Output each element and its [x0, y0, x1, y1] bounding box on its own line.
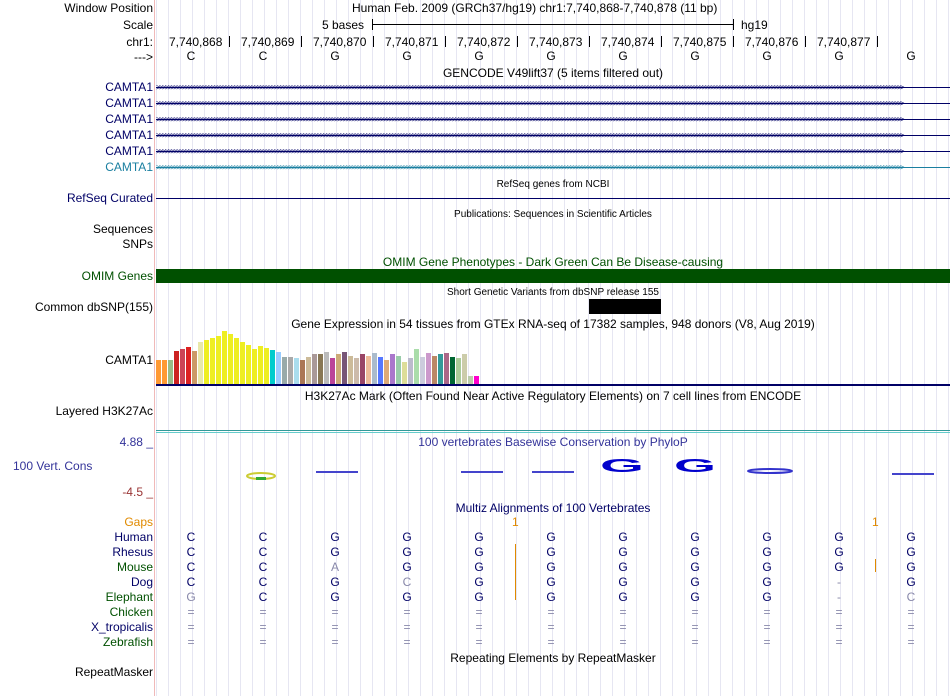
- alignment-base: G: [186, 590, 196, 604]
- ruler-tick: [877, 36, 878, 47]
- alignment-base: =: [331, 620, 339, 634]
- assembly-position-text: Human Feb. 2009 (GRCh37/hg19) chr1:7,740,868-7,740,878 (11 bp): [352, 1, 718, 15]
- h3k27ac-signal-line: [156, 430, 950, 431]
- gtex-tissue-bar[interactable]: [210, 338, 215, 384]
- gtex-tissue-bar[interactable]: [330, 358, 335, 384]
- dbsnp-variant-block[interactable]: [589, 299, 661, 314]
- alignment-base: G: [618, 545, 628, 559]
- gtex-tissue-bar[interactable]: [174, 351, 179, 384]
- alignment-base: G: [618, 575, 628, 589]
- alignment-base: =: [763, 605, 771, 619]
- ruler-tick: [661, 36, 662, 47]
- sequences-label[interactable]: Sequences: [92, 222, 153, 236]
- alignment-base: =: [763, 635, 771, 649]
- gencode-gene-label[interactable]: CAMTA1: [105, 128, 153, 142]
- ruler-tick: [229, 36, 230, 47]
- ruler-tick: [805, 36, 806, 47]
- alignment-base: G: [906, 575, 916, 589]
- gtex-tissue-bar[interactable]: [300, 360, 305, 384]
- conservation-glyph-g7: G: [600, 456, 644, 476]
- alignment-base: G: [690, 590, 700, 604]
- gtex-tissue-bar[interactable]: [450, 357, 455, 384]
- gtex-track-baseline: [156, 384, 950, 386]
- ruler-position: 7,740,876: [745, 35, 799, 49]
- gtex-tissue-bar[interactable]: [444, 353, 449, 384]
- conservation-label[interactable]: 100 Vert. Cons: [13, 459, 93, 473]
- gtex-tissue-bar[interactable]: [252, 349, 257, 384]
- gtex-tissue-bar[interactable]: [294, 358, 299, 384]
- gencode-gene-feature[interactable]: [156, 115, 950, 124]
- gencode-gene-feature[interactable]: [156, 99, 950, 108]
- refseq-track-title[interactable]: RefSeq genes from NCBI: [496, 179, 610, 190]
- alignment-base: G: [474, 590, 484, 604]
- species-label[interactable]: Rhesus: [112, 545, 153, 559]
- gtex-tissue-bar[interactable]: [336, 354, 341, 384]
- gtex-tissue-bar[interactable]: [384, 360, 389, 384]
- insertion-marker-1: [515, 544, 516, 600]
- alignment-base: G: [618, 590, 628, 604]
- insertion-marker-2: [875, 559, 876, 572]
- gtex-tissue-bar[interactable]: [354, 358, 359, 384]
- gencode-gene-label[interactable]: CAMTA1: [105, 112, 153, 126]
- gtex-tissue-bar[interactable]: [390, 354, 395, 384]
- gtex-tissue-bar[interactable]: [408, 358, 413, 384]
- gtex-tissue-bar[interactable]: [468, 376, 473, 384]
- gtex-tissue-bar[interactable]: [258, 346, 263, 384]
- scale-bar: [372, 18, 734, 32]
- gtex-tissue-bar[interactable]: [270, 350, 275, 384]
- ruler-tick: [589, 36, 590, 47]
- refseq-label[interactable]: RefSeq Curated: [66, 191, 153, 205]
- gtex-tissue-bar[interactable]: [204, 340, 209, 384]
- alignment-base: G: [834, 545, 844, 559]
- alignment-base: G: [762, 545, 772, 559]
- gtex-tissue-bar[interactable]: [246, 345, 251, 384]
- alignment-base: G: [474, 545, 484, 559]
- alignment-base: C: [186, 560, 196, 574]
- ruler-position: 7,740,875: [673, 35, 727, 49]
- sequence-base: G: [546, 49, 556, 63]
- alignment-base: =: [619, 620, 627, 634]
- alignment-base: -: [837, 575, 841, 589]
- chr-label: chr1:: [126, 35, 153, 49]
- sequence-base: G: [474, 49, 484, 63]
- gtex-tissue-bar[interactable]: [276, 352, 281, 384]
- sequence-base: G: [906, 49, 916, 63]
- alignment-base: =: [691, 605, 699, 619]
- alignment-base: =: [475, 605, 483, 619]
- gtex-tissue-bar[interactable]: [162, 360, 167, 384]
- omim-label[interactable]: OMIM Genes: [81, 269, 153, 283]
- ruler-tick: [517, 36, 518, 47]
- sequence-base: G: [402, 49, 412, 63]
- alignment-base: -: [837, 590, 841, 604]
- conservation-max-label: 4.88 _: [119, 435, 153, 449]
- alignment-base: =: [835, 620, 843, 634]
- species-label[interactable]: X_tropicalis: [90, 620, 153, 634]
- alignment-base: =: [547, 605, 555, 619]
- gtex-tissue-bar[interactable]: [456, 358, 461, 384]
- sequence-base: G: [330, 49, 340, 63]
- alignment-base: =: [187, 635, 195, 649]
- dbsnp-label[interactable]: Common dbSNP(155): [34, 300, 153, 314]
- alignment-base: G: [546, 530, 556, 544]
- species-label[interactable]: Chicken: [109, 605, 153, 619]
- conservation-glyph-g9: [748, 469, 792, 473]
- gaps-label[interactable]: Gaps: [124, 515, 153, 529]
- alignment-base: G: [906, 545, 916, 559]
- gtex-tissue-bar[interactable]: [420, 357, 425, 384]
- gencode-gene-feature[interactable]: [156, 83, 950, 92]
- alignment-base: G: [330, 590, 340, 604]
- alignment-base: =: [547, 620, 555, 634]
- alignment-base: =: [475, 635, 483, 649]
- species-label[interactable]: Zebrafish: [102, 635, 153, 649]
- alignment-base: G: [402, 590, 412, 604]
- species-label[interactable]: Human: [114, 530, 153, 544]
- gencode-gene-label[interactable]: CAMTA1: [105, 144, 153, 158]
- gtex-tissue-bar[interactable]: [306, 357, 311, 384]
- multiz-track-title[interactable]: Multiz Alignments of 100 Vertebrates: [455, 501, 651, 515]
- conservation-min-label: -4.5 _: [122, 485, 153, 499]
- alignment-base: G: [402, 530, 412, 544]
- alignment-base: =: [187, 620, 195, 634]
- alignment-base: =: [331, 635, 339, 649]
- conservation-glyph-g8: G: [674, 456, 716, 476]
- alignment-base: G: [474, 530, 484, 544]
- species-label[interactable]: Mouse: [116, 560, 153, 574]
- gtex-tissue-bar[interactable]: [324, 352, 329, 384]
- alignment-base: C: [258, 560, 268, 574]
- sequence-base: G: [690, 49, 700, 63]
- h3k27ac-signal-line-2: [156, 432, 950, 433]
- species-label[interactable]: Dog: [130, 575, 153, 589]
- gencode-gene-label[interactable]: CAMTA1: [105, 160, 153, 174]
- alignment-base: G: [474, 560, 484, 574]
- conservation-glyph-g11: [892, 473, 934, 475]
- omim-track-title[interactable]: OMIM Gene Phenotypes - Dark Green Can Be Disease-causing: [382, 255, 724, 269]
- alignment-base: =: [835, 605, 843, 619]
- alignment-base: =: [619, 635, 627, 649]
- gtex-track-title[interactable]: Gene Expression in 54 tissues from GTEx RNA-seq of 17382 samples, 948 donors (V8, Aug 2019): [291, 317, 815, 331]
- gencode-gene-label[interactable]: CAMTA1: [105, 96, 153, 110]
- gtex-bar-chart[interactable]: [156, 330, 536, 384]
- dbsnp-track-title[interactable]: Short Genetic Variants from dbSNP release 155: [447, 287, 659, 298]
- alignment-base: G: [618, 530, 628, 544]
- alignment-base: G: [330, 530, 340, 544]
- sequence-base: G: [618, 49, 628, 63]
- alignment-base: =: [331, 605, 339, 619]
- gtex-tissue-bar[interactable]: [198, 342, 203, 384]
- gtex-label[interactable]: CAMTA1: [105, 353, 153, 367]
- conservation-track-title[interactable]: 100 vertebrates Basewise Conservation by PhyloP: [418, 435, 688, 449]
- gap-mark-1: 1: [512, 515, 519, 529]
- gtex-tissue-bar[interactable]: [426, 353, 431, 384]
- alignment-base: =: [547, 635, 555, 649]
- gtex-tissue-bar[interactable]: [228, 334, 233, 384]
- gtex-tissue-bar[interactable]: [192, 351, 197, 384]
- alignment-base: G: [834, 530, 844, 544]
- scale-label: Scale: [122, 18, 153, 32]
- alignment-base: =: [403, 620, 411, 634]
- alignment-base: =: [907, 620, 915, 634]
- alignment-base: G: [834, 560, 844, 574]
- gtex-tissue-bar[interactable]: [180, 349, 185, 384]
- alignment-base: G: [330, 575, 340, 589]
- alignment-base: C: [258, 575, 268, 589]
- alignment-base: =: [907, 605, 915, 619]
- alignment-base: =: [691, 620, 699, 634]
- strand-label: --->: [134, 50, 153, 64]
- gtex-tissue-bar[interactable]: [474, 376, 479, 384]
- conservation-glyph-c1-base: [256, 477, 266, 480]
- omim-gene-bar[interactable]: [156, 269, 950, 283]
- sequence-base: G: [762, 49, 772, 63]
- alignment-base: G: [762, 560, 772, 574]
- alignment-base: =: [691, 635, 699, 649]
- alignment-base: G: [762, 575, 772, 589]
- alignment-base: =: [259, 605, 267, 619]
- gtex-tissue-bar[interactable]: [414, 349, 419, 384]
- alignment-base: C: [258, 590, 268, 604]
- alignment-base: =: [475, 620, 483, 634]
- gtex-tissue-bar[interactable]: [186, 347, 191, 384]
- conservation-logo[interactable]: [156, 450, 950, 488]
- ruler-position: 7,740,870: [313, 35, 367, 49]
- ruler-tick: [445, 36, 446, 47]
- ruler-tick: [301, 36, 302, 47]
- gtex-tissue-bar[interactable]: [432, 356, 437, 384]
- gtex-tissue-bar[interactable]: [402, 362, 407, 384]
- alignment-base: G: [474, 575, 484, 589]
- gtex-tissue-bar[interactable]: [240, 342, 245, 384]
- alignment-base: =: [619, 605, 627, 619]
- alignment-base: G: [690, 545, 700, 559]
- alignment-base: C: [402, 575, 412, 589]
- alignment-base: =: [259, 620, 267, 634]
- sequence-base: G: [834, 49, 844, 63]
- ruler-position: 7,740,873: [529, 35, 583, 49]
- gtex-tissue-bar[interactable]: [462, 354, 467, 384]
- alignment-base: G: [402, 545, 412, 559]
- alignment-base: G: [546, 575, 556, 589]
- alignment-base: G: [546, 590, 556, 604]
- ruler-position: 7,740,868: [169, 35, 223, 49]
- alignment-base: =: [907, 635, 915, 649]
- alignment-base: G: [762, 530, 772, 544]
- alignment-base: C: [258, 530, 268, 544]
- scale-text: 5 bases: [322, 18, 365, 32]
- gtex-tissue-bar[interactable]: [438, 354, 443, 384]
- ruler-tick: [733, 36, 734, 47]
- alignment-base: G: [546, 560, 556, 574]
- gtex-tissue-bar[interactable]: [156, 360, 161, 384]
- repeatmasker-label[interactable]: RepeatMasker: [74, 665, 153, 679]
- gtex-tissue-bar[interactable]: [288, 357, 293, 384]
- conservation-glyph-g5: [461, 471, 503, 473]
- ruler-position: 7,740,869: [241, 35, 295, 49]
- gencode-gene-feature[interactable]: [156, 147, 950, 156]
- alignment-base: =: [403, 605, 411, 619]
- alignment-base: C: [906, 590, 916, 604]
- alignment-base: =: [763, 620, 771, 634]
- ruler-position: 7,740,872: [457, 35, 511, 49]
- gtex-tissue-bar[interactable]: [342, 352, 347, 384]
- conservation-glyph-g6: [532, 471, 574, 473]
- alignment-base: C: [186, 575, 196, 589]
- alignment-base: G: [906, 560, 916, 574]
- gtex-tissue-bar[interactable]: [222, 331, 227, 384]
- ruler-position: 7,740,877: [817, 35, 871, 49]
- gtex-tissue-bar[interactable]: [372, 353, 377, 384]
- conservation-glyph-g3: [316, 471, 358, 473]
- alignment-base: G: [906, 530, 916, 544]
- gtex-tissue-bar[interactable]: [168, 360, 173, 384]
- alignment-base: G: [330, 545, 340, 559]
- gtex-tissue-bar[interactable]: [282, 357, 287, 384]
- gap-mark-2: 1: [872, 515, 879, 529]
- alignment-base: =: [835, 635, 843, 649]
- sequence-base: C: [186, 49, 196, 63]
- alignment-base: G: [690, 560, 700, 574]
- alignment-base: G: [402, 560, 412, 574]
- publications-track-title[interactable]: Publications: Sequences in Scientific Articles: [454, 209, 652, 220]
- label-divider: [154, 0, 155, 696]
- gtex-tissue-bar[interactable]: [216, 336, 221, 384]
- alignment-base: =: [403, 635, 411, 649]
- gtex-tissue-bar[interactable]: [234, 338, 239, 384]
- alignment-base: C: [258, 545, 268, 559]
- species-label[interactable]: Elephant: [105, 590, 153, 604]
- alignment-base: G: [690, 575, 700, 589]
- gtex-tissue-bar[interactable]: [396, 356, 401, 384]
- gencode-gene-feature[interactable]: [156, 131, 950, 140]
- gencode-track-title[interactable]: GENCODE V49lift37 (5 items filtered out): [442, 66, 664, 80]
- h3k27ac-track-title[interactable]: H3K27Ac Mark (Often Found Near Active Regulatory Elements) on 7 cell lines from ENCODE: [304, 389, 802, 403]
- window-position-label: Window Position: [64, 1, 153, 15]
- alignment-base: C: [186, 545, 196, 559]
- alignment-base: =: [187, 605, 195, 619]
- gtex-tissue-bar[interactable]: [318, 354, 323, 384]
- alignment-base: G: [546, 545, 556, 559]
- gtex-tissue-bar[interactable]: [360, 354, 365, 384]
- gtex-tissue-bar[interactable]: [378, 357, 383, 384]
- ruler-position: 7,740,871: [385, 35, 439, 49]
- repeatmasker-track-title[interactable]: Repeating Elements by RepeatMasker: [450, 651, 656, 665]
- refseq-gene-line[interactable]: [156, 198, 950, 199]
- gencode-gene-feature[interactable]: [156, 163, 950, 172]
- snps-label[interactable]: SNPs: [122, 237, 153, 251]
- alignment-base: =: [259, 635, 267, 649]
- h3k27ac-label[interactable]: Layered H3K27Ac: [55, 404, 153, 418]
- gtex-tissue-bar[interactable]: [264, 348, 269, 384]
- alignment-base: G: [690, 530, 700, 544]
- gencode-gene-label[interactable]: CAMTA1: [105, 80, 153, 94]
- ruler-tick: [373, 36, 374, 47]
- gtex-tissue-bar[interactable]: [366, 356, 371, 384]
- ruler-position: 7,740,874: [601, 35, 655, 49]
- gtex-tissue-bar[interactable]: [312, 354, 317, 384]
- alignment-base: G: [618, 560, 628, 574]
- alignment-base: G: [762, 590, 772, 604]
- scale-db: hg19: [741, 18, 768, 32]
- gtex-tissue-bar[interactable]: [348, 356, 353, 384]
- alignment-base: A: [330, 560, 339, 574]
- alignment-base: C: [186, 530, 196, 544]
- sequence-base: C: [258, 49, 268, 63]
